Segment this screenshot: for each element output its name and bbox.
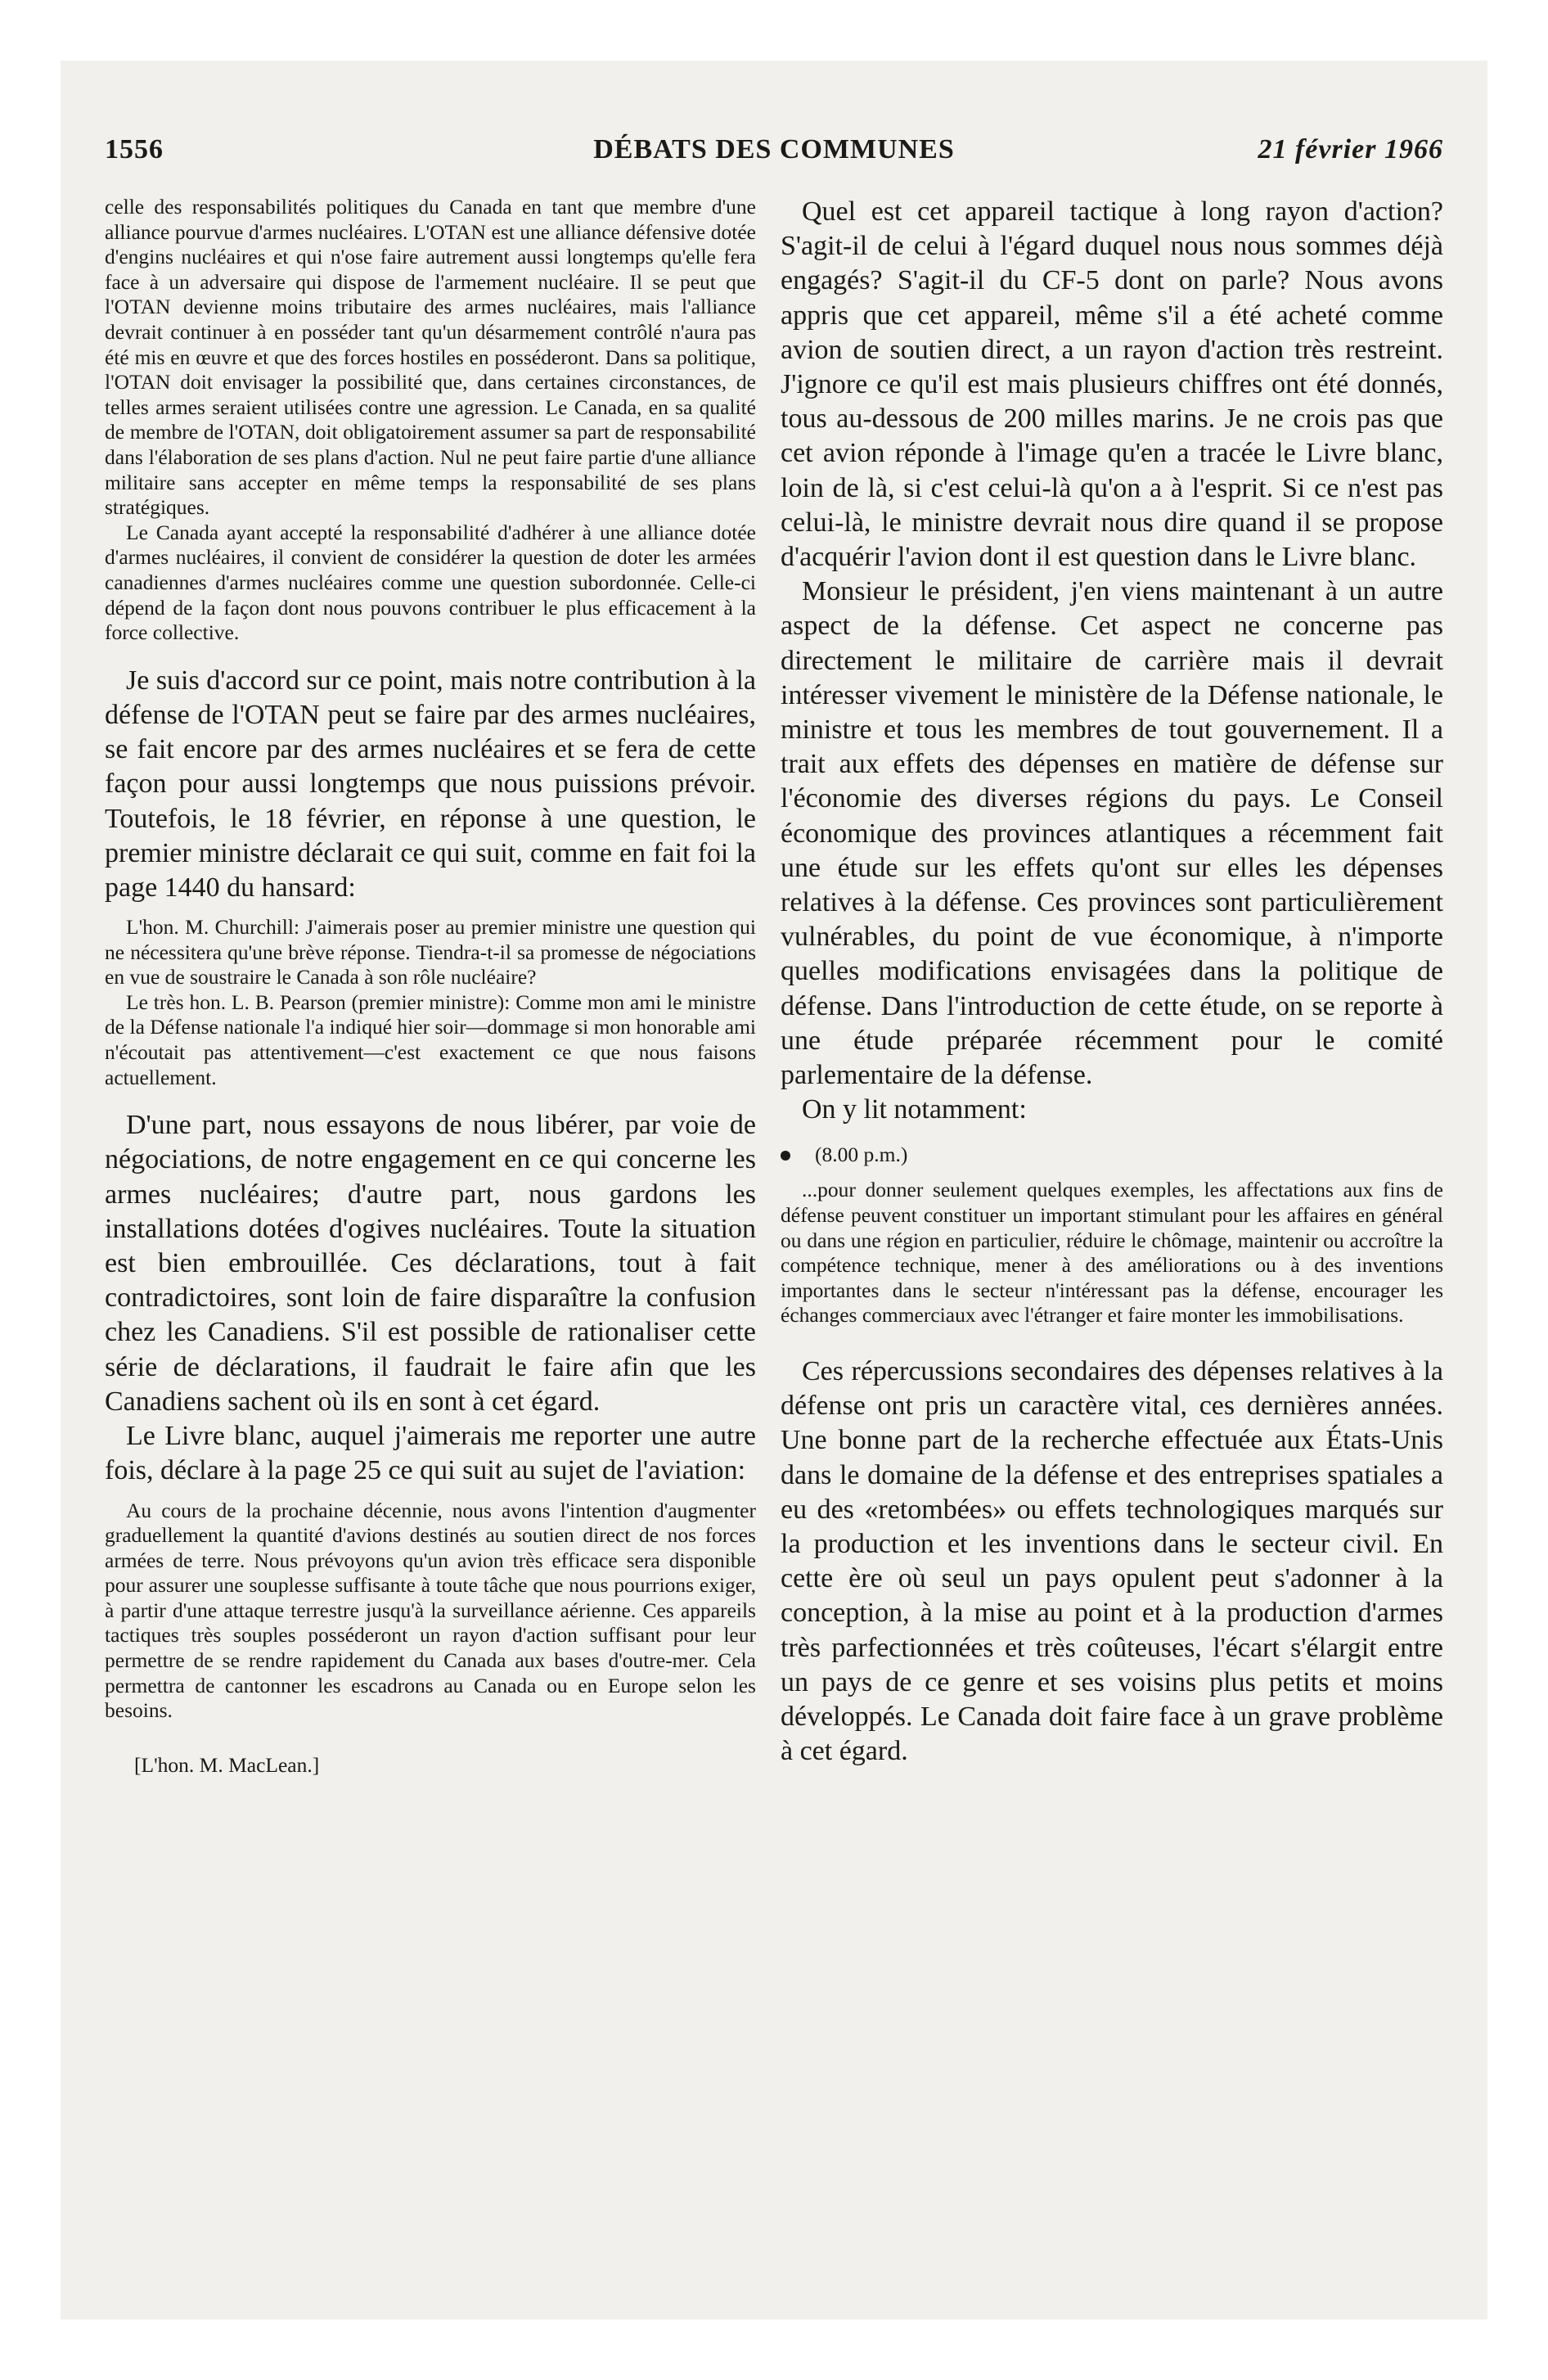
- bullet-icon: [781, 1151, 790, 1161]
- left-quote-paragraph-2: Le Canada ayant accepté la responsabilité d'adhérer à une alliance dotée d'armes nucléaires, il convient de considérer la question de doter les armées canadiennes d'armes nucléaires comme une question subordonnée. Celle-ci dépend de la façon dont nous pouvons contribuer le plus efficacement à la force collective.: [105, 520, 756, 645]
- right-paragraph-1: Quel est cet appareil tactique à long rayon d'action? S'agit-il de celui à l'égard duquel nous nous sommes déjà engagés? S'agit-il du CF-5 dont on parle? Nous avons appris que cet appareil, même s'il a été acheté comme avion de soutien direct, a un rayon d'action très restreint. J'ignore ce qu'il est mais plusieurs chiffres ont été donnés, tous au-dessous de 200 milles marins. Je ne crois pas que cet avion réponde à l'image qu'en a tracée le Livre blanc, loin de là, si c'est celui-là qu'on a à l'esprit. Si ce n'est pas celui-là, le ministre devrait nous dire quand il se propose d'acquérir l'avion dont il est question dans le Livre blanc.: [781, 196, 1443, 573]
- right-paragraph-5: Ces répercussions secondaires des dépenses relatives à la défense ont pris un caractère vital, ces dernières années. Une bonne part de la recherche effectuée aux États-Unis dans le domaine de la défense et des entreprises spatiales a eu des «retombées» ou effets technologiques marqués sur la production et les inventions dans le secteur civil. En cette ère où seul un pays opulent peut s'adonner à la conception, à la mise au point et à la production d'armes très parfectionnées et très coûteuses, l'écart s'élargit entre un pays de ce genre et ses voisins plus petits et moins développés. Le Canada doit faire face à un grave problème à cet égard.: [781, 1356, 1443, 1767]
- speaker-attribution: [L'hon. M. MacLean.]: [134, 1752, 320, 1777]
- right-paragraph-2: Monsieur le président, j'en viens maintenant à un autre aspect de la défense. Cet aspect ne concerne pas directement le militaire de carrière mais il devrait intéresser vivement le ministère de la Défense nationale, le ministre et tous les membres de tout gouvernement. Il a trait aux effets des dépenses en matière de défense sur l'économie des diverses régions du pays. Le Conseil économique des provinces atlantiques a récemment fait une étude sur les effets qu'ont sur elles les dépenses relatives à la défense. Ces provinces sont particulièrement vulnérables, du point de vue économique, à n'importe quelles modifications envisagées dans la politique de défense. Dans l'introduction de cette étude, on se reporte à une étude préparée récemment pour le comité parlementaire de la défense.: [781, 576, 1443, 1091]
- page-header: [105, 134, 1443, 175]
- time-stamp: (8.00 p.m.): [815, 1143, 908, 1167]
- left-paragraph-3: Je suis d'accord sur ce point, mais notre contribution à la défense de l'OTAN peut se faire par des armes nucléaires, se fait encore par des armes nucléaires et se fera de cette façon pour aussi longtemps que nous puissions prévoir. Toutefois, le 18 février, en réponse à une question, le premier ministre déclarait ce qui suit, comme en fait foi la page 1440 du hansard:: [105, 665, 756, 903]
- page-number: 1556: [105, 134, 164, 165]
- time-marker: [781, 1142, 1443, 1168]
- right-column: [781, 195, 1443, 1769]
- left-hansard-quote-pearson: Le très hon. L. B. Pearson (premier ministre): Comme mon ami le ministre de la Défense nationale l'a indiqué hier soir—dommage si mon honorable ami n'écoutait pas attentivement—c'est exactement ce que nous faisons actuellement.: [105, 989, 756, 1089]
- page-title: DÉBATS DES COMMUNES: [593, 134, 955, 165]
- left-paragraph-7: Le Livre blanc, auquel j'aimerais me reporter une autre fois, déclare à la page 25 ce qui suit au sujet de l'aviation:: [105, 1421, 756, 1486]
- right-paragraph-3: On y lit notamment:: [802, 1094, 1027, 1125]
- left-hansard-quote-churchill: L'hon. M. Churchill: J'aimerais poser au premier ministre une question qui ne nécessitera qu'une brève réponse. Tiendra-t-il sa promesse de négociations en vue de soustraire le Canada à son rôle nucléaire?: [105, 915, 756, 989]
- left-white-paper-quote: Au cours de la prochaine décennie, nous avons l'intention d'augmenter graduellement la quantité d'avions destinés au soutien direct de nos forces armées de terre. Nous prévoyons qu'un avion très efficace sera disponible pour assurer une souplesse suffisante à toute tâche que nous pourrions exiger, à partir d'une attaque terrestre jusqu'à la surveillance aérienne. Ces appareils tactiques très souples posséderont un rayon d'action suffisant pour leur permettre de se rendre rapidement du Canada aux bases d'outre-mer. Cela permettra de cantonner les escadrons au Canada ou en Europe selon les besoins.: [105, 1498, 756, 1723]
- left-column: [105, 195, 756, 1778]
- left-quote-paragraph-1: celle des responsabilités politiques du Canada en tant que membre d'une alliance pourvue d'armes nucléaires. L'OTAN est une alliance défensive dotée d'engins nucléaires et qui n'ose faire autrement aussi longtemps qu'elle fera face à un adversaire qui dispose de l'armement nucléaire. Il se peut que l'OTAN devienne moins tributaire des armes nucléaires, mais l'alliance devrait continuer à en posséder tant qu'un désarmement contrôlé n'aura pas été mis en œuvre et que des forces hostiles en posséderont. Dans sa politique, l'OTAN doit envisager la possibilité que, dans certaines circonstances, de telles armes seraient utilisées contre une agression. Le Canada, en sa qualité de membre de l'OTAN, doit obligatoirement assumer sa part de responsabilité dans l'élaboration de ses plans d'action. Nul ne peut faire partie d'une alliance militaire sans accepter en même temps la responsabilité de ses plans stratégiques.: [105, 195, 756, 520]
- right-quote-study: ...pour donner seulement quelques exemples, les affectations aux fins de défense peuvent constituer un important stimulant pour les affaires en général ou dans une région en particulier, réduire le chômage, maintenir ou accroître la compétence technique, mener à des améliorations ou à des inventions importantes dans le secteur n'intéressant pas la défense, encourager les échanges commerciaux avec l'étranger et faire monter les immobilisations.: [781, 1178, 1443, 1327]
- left-paragraph-6: D'une part, nous essayons de nous libérer, par voie de négociations, de notre engagement en ce qui concerne les armes nucléaires; d'autre part, nous gardons les installations dotées d'ogives nucléaires. Toute la situation est bien embrouillée. Ces déclarations, tout à fait contradictoires, sont loin de faire disparaître la confusion chez les Canadiens. S'il est possible de rationaliser cette série de déclarations, il faudrait le faire afin que les Canadiens sachent où ils en sont à cet égard.: [105, 1110, 756, 1417]
- page-date: 21 février 1966: [1258, 134, 1443, 165]
